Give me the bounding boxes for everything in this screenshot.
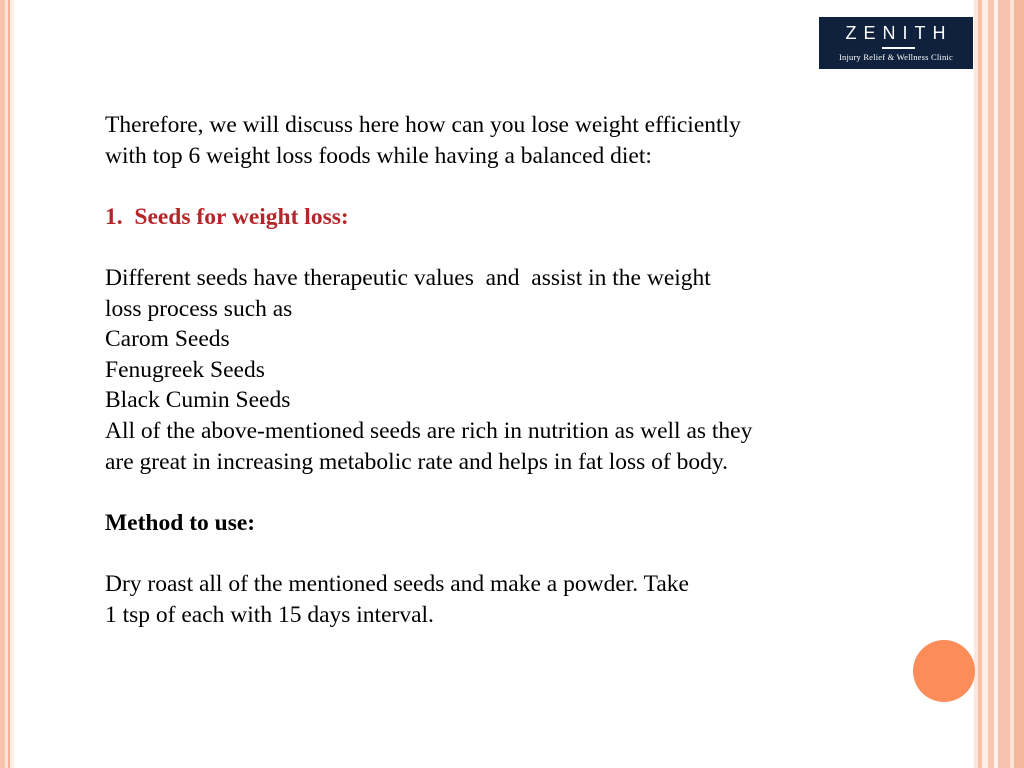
method-line-1: Dry roast all of the mentioned seeds and make a powder. Take	[105, 570, 689, 597]
right-decorative-border	[974, 0, 1024, 768]
section-heading: 1. Seeds for weight loss:	[105, 203, 349, 230]
method-heading: Method to use:	[105, 509, 256, 536]
seed-item: Fenugreek Seeds	[105, 356, 265, 383]
slide-body	[105, 110, 955, 630]
logo-tagline: Injury Relief & Wellness Clinic	[839, 52, 953, 62]
logo-wordmark: ZENITH	[845, 23, 953, 43]
description-line-2: loss process such as	[105, 295, 293, 322]
seed-item: Carom Seeds	[105, 326, 230, 353]
description-line-1: Different seeds have therapeutic values and assist in the weight	[105, 264, 711, 291]
intro-line-2: with top 6 weight loss foods while having a balanced diet:	[105, 142, 652, 169]
method-line-2: 1 tsp of each with 15 days interval.	[105, 601, 434, 628]
decorative-orange-circle	[913, 640, 975, 702]
logo-underline	[882, 47, 915, 49]
seed-item: Black Cumin Seeds	[105, 387, 291, 414]
intro-line-1: Therefore, we will discuss here how can you lose weight efficiently	[105, 112, 741, 138]
benefit-line-1: All of the above-mentioned seeds are rich in nutrition as well as they	[105, 417, 753, 444]
zenith-logo	[819, 17, 973, 69]
left-decorative-border	[0, 0, 14, 768]
benefit-line-2: are great in increasing metabolic rate and helps in fat loss of body.	[105, 448, 728, 475]
